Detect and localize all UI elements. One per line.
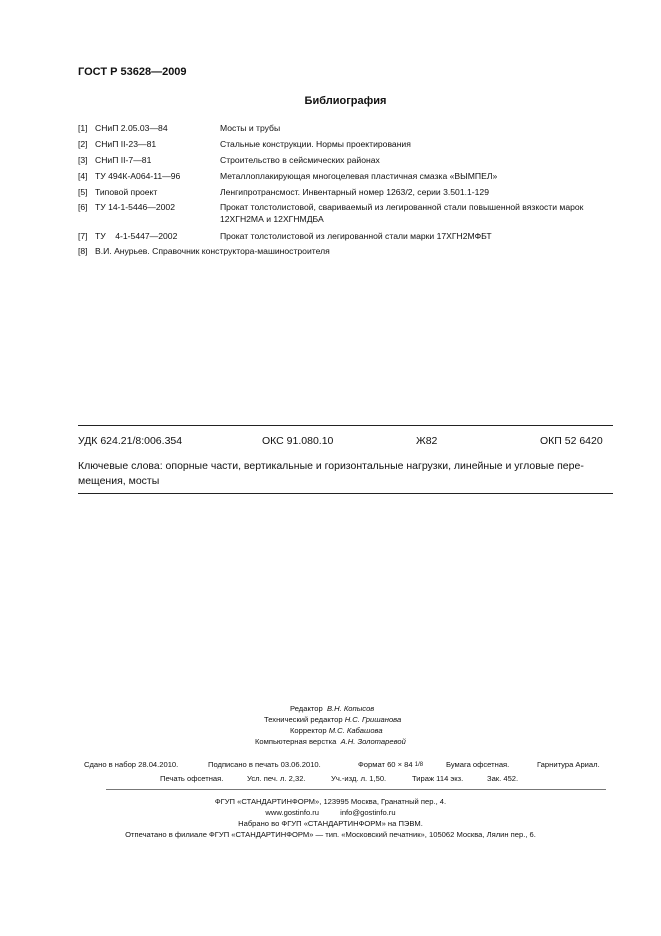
bib-num: [4] — [78, 171, 88, 181]
keywords-text: опорные части, вертикальные и горизонтальные нагрузки, линейные и угловые пере-мещения, мосты — [78, 460, 584, 487]
bib-ref: ТУ 494К-А064-11—96 — [95, 171, 181, 181]
bib-title: Стальные конструкции. Нормы проектирования — [220, 139, 411, 149]
publisher-printed: Отпечатано в филиале ФГУП «СТАНДАРТИНФОРМ» — тип. «Московский печатник», 105062 Москва, Лялин пер., 6. — [125, 830, 536, 839]
bib-num: [8] — [78, 246, 88, 256]
imprint-print-type: Печать офсетная. — [160, 774, 224, 783]
publisher-typeset: Набрано во ФГУП «СТАНДАРТИНФОРМ» на ПЭВМ. — [238, 819, 423, 828]
corrector-name: М.С. Кабашова — [328, 726, 383, 735]
imprint-print-sheets: Усл. печ. л. 2,32. — [247, 774, 306, 783]
editor-name: В.Н. Копысов — [326, 704, 375, 713]
bib-num: [6] — [78, 202, 88, 212]
imprint-submitted: Сдано в набор 28.04.2010. — [84, 760, 179, 769]
imprint-paper: Бумага офсетная. — [446, 760, 510, 769]
bib-title: Металлоплакирующая многоцелевая пластичная смазка «ВЫМПЕЛ» — [220, 171, 498, 181]
keywords-label: Ключевые слова: — [78, 460, 163, 472]
imprint-format-fraction: 1/8 — [414, 762, 424, 768]
zh-code: Ж82 — [416, 435, 438, 447]
imprint-run: Тираж 114 экз. — [412, 774, 464, 783]
bib-num: [3] — [78, 155, 88, 165]
bib-ref: ТУ 14-1-5446—2002 — [95, 202, 175, 212]
section-title-text: Библиография — [304, 95, 387, 107]
layout-credit — [255, 737, 406, 746]
imprint-order: Зак. 452. — [487, 774, 519, 783]
bib-ref: СНиП II-7—81 — [95, 155, 152, 165]
bib-num: [1] — [78, 123, 88, 133]
imprint-signed: Подписано в печать 03.06.2010. — [208, 760, 321, 769]
okp-code: ОКП 52 6420 — [540, 435, 603, 447]
bib-title: Мосты и трубы — [220, 123, 281, 133]
bib-title: Прокат толстолистовой из легированной стали марки 17ХГН2МФБТ — [220, 231, 492, 241]
bib-num: [7] — [78, 231, 88, 241]
divider-bottom — [78, 493, 613, 494]
imprint-format-text: Формат 60 × 84 — [358, 760, 413, 769]
publisher-contacts — [0, 808, 661, 817]
tech-editor-role: Технический редактор — [264, 715, 343, 724]
tech-editor-credit — [264, 715, 401, 724]
bib-title: Ленгипротрансмост. Инвентарный номер 1263/2, серии 3.501.1-129 — [220, 187, 489, 197]
editor-credit — [290, 704, 374, 713]
keywords — [78, 459, 618, 489]
editor-role: Редактор — [290, 704, 323, 713]
publisher-address: ФГУП «СТАНДАРТИНФОРМ», 123995 Москва, Гранатный пер., 4. — [214, 797, 447, 806]
imprint-format — [358, 760, 423, 769]
publisher-site: www.gostinfo.ru — [265, 808, 320, 817]
bib-title: Строительство в сейсмических районах — [220, 155, 380, 165]
bib-num: [2] — [78, 139, 88, 149]
tech-editor-name: Н.С. Гришанова — [344, 715, 402, 724]
imprint-pub-sheets: Уч.-изд. л. 1,50. — [331, 774, 387, 783]
layout-name: А.Н. Золотаревой — [340, 737, 406, 746]
imprint-divider — [106, 789, 606, 790]
document-code: ГОСТ Р 53628—2009 — [78, 66, 187, 78]
bib-ref: СНиП 2.05.03—84 — [95, 123, 168, 133]
bib-title: Прокат толстолистовой, свариваемый из легированной стали повышенной вязкости марок 12ХГН2МА и 12ХГНМДБА — [220, 202, 584, 224]
bib-ref: СНиП II-23—81 — [95, 139, 157, 149]
publisher-email: info@gostinfo.ru — [340, 808, 396, 817]
corrector-credit — [290, 726, 383, 735]
bib-ref: В.И. Анурьев. Справочник конструктора-машиностроителя — [95, 246, 330, 256]
udk-code: УДК 624.21/8:006.354 — [78, 435, 183, 447]
bib-ref: ТУ 4-1-5447—2002 — [95, 231, 178, 241]
imprint-font: Гарнитура Ариал. — [537, 760, 600, 769]
corrector-role: Корректор — [290, 726, 327, 735]
section-title — [0, 95, 661, 107]
divider-top — [78, 425, 613, 426]
oks-code: ОКС 91.080.10 — [262, 435, 334, 447]
layout-role: Компьютерная верстка — [255, 737, 337, 746]
bib-ref: Типовой проект — [95, 187, 158, 197]
bib-num: [5] — [78, 187, 88, 197]
